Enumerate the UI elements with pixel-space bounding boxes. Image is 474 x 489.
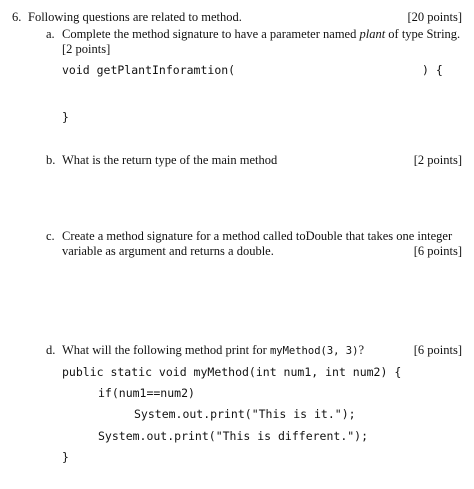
part-d-code-line: public static void myMethod(int num1, int num2) { (62, 365, 402, 379)
question-text: Following questions are related to method. (28, 10, 242, 24)
part-d-code-line: System.out.print("This is it."); (134, 407, 356, 421)
part-c-line1: Create a method signature for a method called toDouble that takes one integer (62, 229, 453, 243)
part-a-letter: a. (46, 27, 55, 41)
part-d-code-line: } (62, 450, 69, 464)
question-points: [20 points] (407, 10, 462, 24)
part-a-italic-word: plant (359, 27, 386, 41)
part-b-letter: b. (46, 153, 56, 167)
part-d-letter: d. (46, 343, 56, 357)
part-d-points: [6 points] (413, 343, 462, 357)
question-number: 6. (12, 10, 22, 24)
part-a-code-signature: void getPlantInforamtion( (62, 63, 236, 77)
part-d-inline-code: myMethod(3, 3) (269, 345, 359, 357)
part-b-points: [2 points] (413, 153, 462, 167)
part-c-line2: variable as argument and returns a double. (62, 244, 274, 258)
part-a-points: [2 points] (62, 42, 111, 56)
part-a-code-paren-brace: ) { (422, 63, 443, 77)
part-d-text: What will the following method print for myMethod(3, 3)? (62, 343, 365, 357)
part-a-code-close: } (62, 110, 69, 124)
part-a-line1: Complete the method signature to have a parameter named plant of type String. (62, 27, 461, 41)
part-c-letter: c. (46, 229, 55, 243)
part-d-code-line: if(num1==num2) (98, 386, 195, 400)
part-d-code-line: System.out.print("This is different."); (98, 429, 369, 443)
part-b-text: What is the return type of the main method (62, 153, 278, 167)
part-c-points: [6 points] (413, 244, 462, 258)
